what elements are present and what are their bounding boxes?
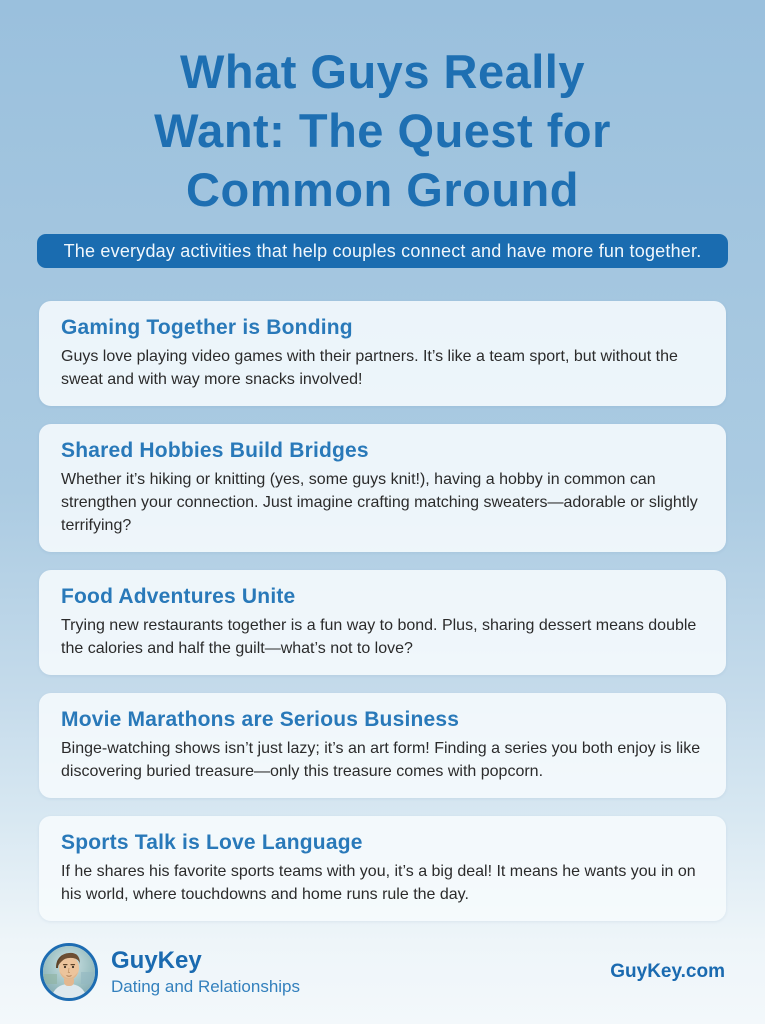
page-title-line-3: Common Ground: [186, 163, 579, 216]
brand-name: GuyKey: [111, 947, 202, 974]
card-heading: Gaming Together is Bonding: [61, 316, 353, 339]
card-food: [39, 570, 726, 675]
subtitle-banner: [37, 234, 728, 268]
card-movies: [39, 693, 726, 798]
footer: [40, 943, 725, 1001]
card-body: Guys love playing video games with their partners. It’s like a team sport, but without the sweat and with way more snacks involved!: [61, 348, 678, 388]
page-title-line-1: What Guys Really: [180, 45, 585, 98]
card-hobbies: [39, 424, 726, 552]
card-gaming: [39, 301, 726, 406]
brand-block: [111, 947, 300, 997]
card-list: [39, 301, 726, 921]
card-heading: Sports Talk is Love Language: [61, 831, 363, 854]
card-body: Binge-watching shows isn’t just lazy; it’s an art form! Finding a series you both enjoy is like discovering buried treasure—only this treasure comes with popcorn.: [61, 740, 701, 780]
page-title-line-2: Want: The Quest for: [154, 104, 611, 157]
avatar: [40, 943, 98, 1001]
brand-tagline: Dating and Relationships: [111, 977, 301, 996]
card-body: Trying new restaurants together is a fun way to bond. Plus, sharing dessert means double the calories and half the guilt—what’s not to love?: [61, 617, 697, 657]
card-heading: Shared Hobbies Build Bridges: [61, 439, 369, 462]
card-heading: Food Adventures Unite: [61, 585, 296, 608]
subtitle-text: The everyday activities that help couples connect and have more fun together.: [63, 240, 702, 261]
card-heading: Movie Marathons are Serious Business: [61, 708, 460, 731]
page-title: [30, 42, 735, 219]
card-body: Whether it’s hiking or knitting (yes, some guys knit!), having a hobby in common can strengthen your connection. Just imagine crafting matching sweaters—adorable or slightly terrifying?: [61, 471, 698, 534]
card-body: If he shares his favorite sports teams with you, it’s a big deal! It means he wants you in on his world, where touchdowns and home runs rule the day.: [61, 863, 696, 903]
website-text: GuyKey.com: [610, 961, 725, 982]
avatar-photo-icon: [43, 946, 95, 998]
card-sports: [39, 816, 726, 921]
